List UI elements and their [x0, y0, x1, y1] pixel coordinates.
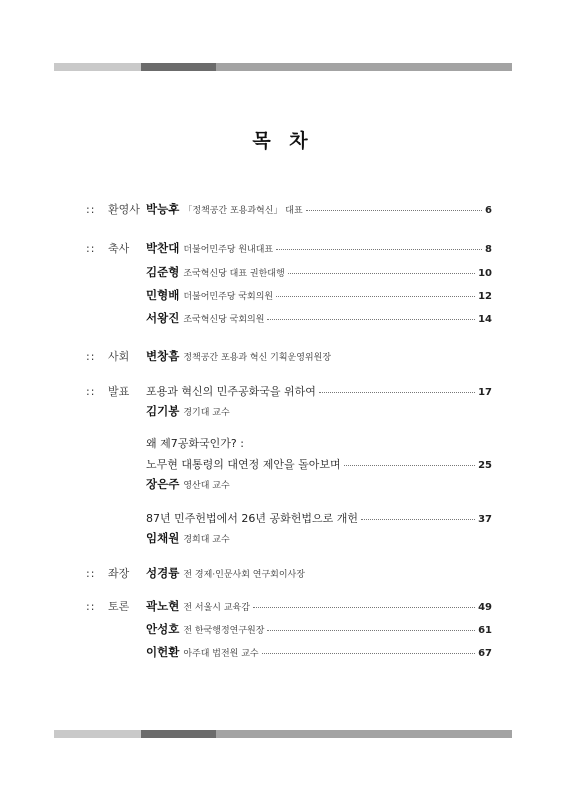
- talk-title-pre-row: [146, 435, 492, 451]
- page-number: 49: [478, 602, 492, 613]
- entry-name: 곽노현: [146, 599, 180, 613]
- bar-segment-mid: [216, 730, 512, 738]
- entry-name: 안성호: [146, 622, 180, 636]
- entry-desc: 더불어민주당 원내대표: [183, 245, 274, 255]
- talk-speaker-row: [146, 530, 492, 546]
- talk-speaker-row: [146, 403, 492, 419]
- entry-name: 박찬대: [146, 241, 180, 255]
- page-number: 37: [478, 514, 492, 525]
- entry-name: 성경륭: [146, 566, 180, 580]
- speaker-affiliation: 경희대 교수: [183, 535, 230, 545]
- page-number: 14: [478, 314, 492, 325]
- dot-leader: [276, 249, 482, 250]
- toc-entry[interactable]: [146, 621, 492, 637]
- entry-name: 박능후: [146, 202, 180, 216]
- entry-name: 이헌환: [146, 645, 180, 659]
- speaker-name: 김기봉: [146, 404, 180, 418]
- talk-title-row[interactable]: [146, 383, 492, 399]
- page-number: 61: [478, 625, 492, 636]
- page-number: 6: [485, 205, 492, 216]
- toc-entry[interactable]: [146, 310, 492, 326]
- dot-leader: [267, 319, 475, 320]
- page-number: 12: [478, 291, 492, 302]
- talk-speaker-row: [146, 476, 492, 492]
- entry-desc: 조국혁신당 국회의원: [183, 315, 265, 325]
- section-label: :: 사회: [86, 350, 130, 363]
- dot-leader: [344, 465, 475, 466]
- toc-entry[interactable]: [146, 565, 492, 581]
- entry-name: 변창흠: [146, 349, 180, 363]
- toc-entry[interactable]: [146, 287, 492, 303]
- page-number: 8: [485, 244, 492, 255]
- page-number: 25: [478, 460, 492, 471]
- talk-title-pre: 왜 제7공화국인가? :: [146, 437, 244, 450]
- dot-leader: [262, 653, 475, 654]
- page-number: 67: [478, 648, 492, 659]
- top-decorative-bar: [54, 63, 512, 71]
- talk-title: 노무현 대통령의 대연정 제안을 돌아보며: [146, 458, 341, 471]
- speaker-affiliation: 영산대 교수: [183, 481, 230, 491]
- speaker-name: 임채원: [146, 531, 180, 545]
- entry-desc: 「정책공간 포용과혁신」 대표: [183, 206, 303, 216]
- entry-desc: 정책공간 포용과 혁신 기획운영위원장: [183, 353, 332, 363]
- page-title: 목 차: [252, 130, 314, 152]
- entry-desc: 더불어민주당 국회의원: [183, 292, 274, 302]
- bar-segment-mid: [216, 63, 512, 71]
- section-label: :: 좌장: [86, 567, 130, 580]
- toc-entry[interactable]: [146, 348, 492, 364]
- dot-leader: [253, 607, 475, 608]
- entry-desc: 아주대 법전원 교수: [183, 649, 259, 659]
- talk-title-row[interactable]: [146, 456, 492, 472]
- dot-leader: [319, 392, 475, 393]
- bar-segment-dark: [141, 63, 216, 71]
- bar-segment-light: [54, 63, 141, 71]
- toc-entry[interactable]: [146, 201, 492, 217]
- dot-leader: [276, 296, 475, 297]
- entry-desc: 전 한국행정연구원장: [183, 626, 265, 636]
- page-number: 10: [478, 268, 492, 279]
- section-label: :: 발표: [86, 385, 130, 398]
- section-label: :: 환영사: [86, 203, 140, 216]
- section-label: :: 축사: [86, 242, 130, 255]
- entry-desc: 전 서울시 교육감: [183, 603, 250, 613]
- dot-leader: [288, 273, 475, 274]
- talk-title-row[interactable]: [146, 510, 492, 526]
- bar-segment-light: [54, 730, 141, 738]
- dot-leader: [361, 519, 475, 520]
- toc-entry[interactable]: [146, 264, 492, 280]
- speaker-affiliation: 경기대 교수: [183, 408, 230, 418]
- talk-title: 포용과 혁신의 민주공화국을 위하여: [146, 385, 316, 398]
- toc-entry[interactable]: [146, 240, 492, 256]
- section-label: :: 토론: [86, 600, 130, 613]
- entry-name: 서왕진: [146, 311, 180, 325]
- speaker-name: 장은주: [146, 477, 180, 491]
- entry-desc: 조국혁신당 대표 권한대행: [183, 269, 285, 279]
- entry-name: 민형배: [146, 288, 180, 302]
- entry-name: 김준형: [146, 265, 180, 279]
- entry-desc: 전 경제·인문사회 연구회이사장: [183, 570, 305, 580]
- bottom-decorative-bar: [54, 730, 512, 738]
- toc-entry[interactable]: [146, 644, 492, 660]
- bar-segment-dark: [141, 730, 216, 738]
- page-number: 17: [478, 387, 492, 398]
- dot-leader: [267, 630, 475, 631]
- toc-entry[interactable]: [146, 598, 492, 614]
- dot-leader: [306, 210, 482, 211]
- talk-title: 87년 민주헌법에서 26년 공화헌법으로 개헌: [146, 512, 358, 525]
